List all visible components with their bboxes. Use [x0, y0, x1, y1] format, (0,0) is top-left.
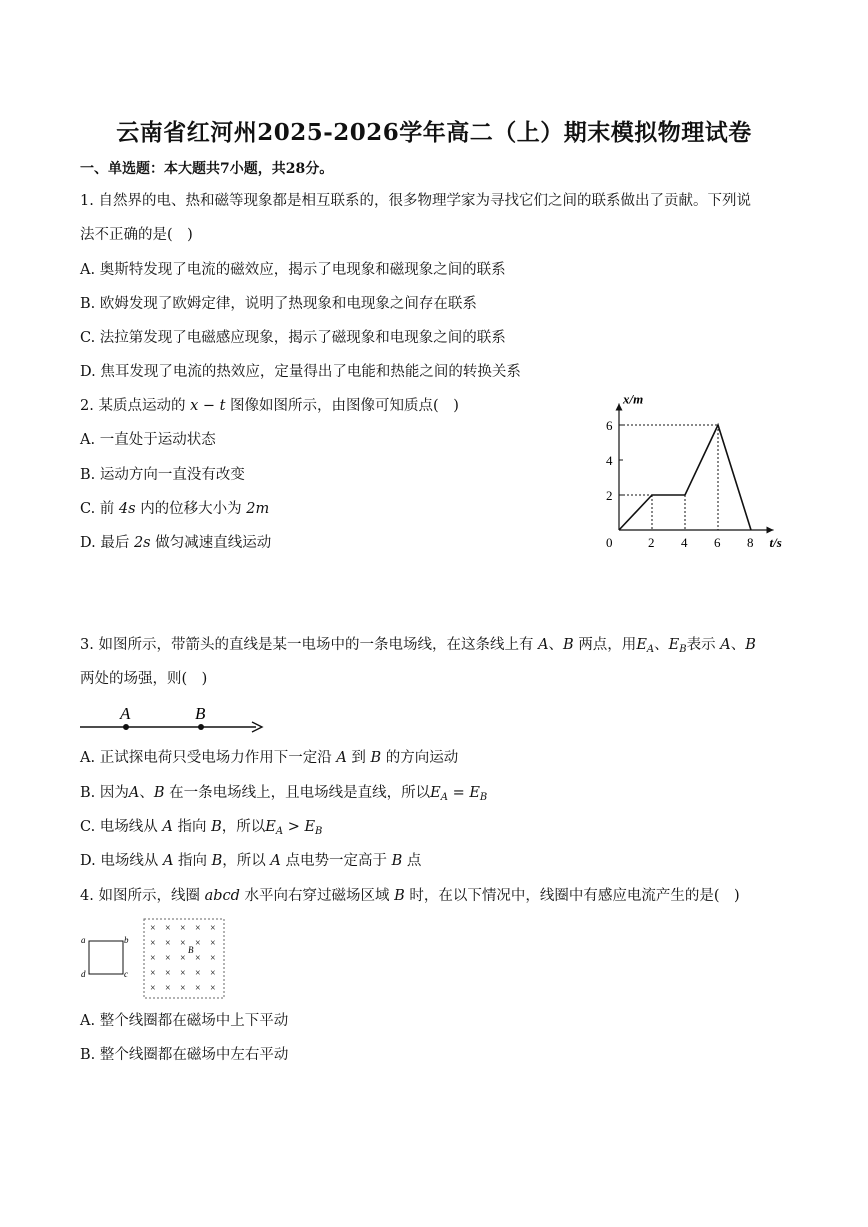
q1-option-b: B. 欧姆发现了欧姆定律，说明了热现象和电现象之间存在联系	[80, 296, 477, 312]
field-cross-icon: ×	[210, 953, 216, 964]
q1-stem-line2: 法不正确的是( )	[80, 227, 193, 243]
x-tick-label: 0	[606, 535, 613, 550]
field-cross-icon: ×	[210, 983, 216, 994]
field-cross-icon: ×	[150, 968, 156, 979]
q4-option-b: B. 整个线圈都在磁场中左右平动	[80, 1047, 289, 1063]
q2-option-b: B. 运动方向一直没有改变	[80, 467, 245, 483]
field-cross-icon: ×	[195, 983, 201, 994]
x-tick-label: 6	[714, 535, 721, 550]
q2-stem: 2. 某质点运动的 x − t 图像如图所示，由图像可知质点( )	[80, 398, 459, 414]
field-cross-icon: ×	[165, 938, 171, 949]
coil-label-b: b	[124, 935, 129, 945]
q3-option-a: A. 正试探电荷只受电场力作用下一定沿 A 到 B 的方向运动	[80, 750, 459, 766]
q3-option-b: B. 因为A、B 在一条电场线上，且电场线是直线，所以$E_A = E_B$	[80, 785, 488, 803]
field-cross-icon: ×	[195, 938, 201, 949]
q3-stem-line2: 两处的场强，则( )	[80, 671, 208, 687]
q1-stem-line1: 1. 自然界的电、热和磁等现象都是相互联系的，很多物理学家为寻找它们之间的联系做出了贡献。下列说	[80, 193, 751, 209]
series-line	[619, 425, 751, 530]
field-cross-icon: ×	[210, 923, 216, 934]
field-label-b: B	[188, 945, 194, 955]
xt-graph	[600, 392, 800, 552]
q3-option-c: C. 电场线从 A 指向 B，所以$E_A > E_B$	[80, 819, 323, 837]
q4-option-a: A. 整个线圈都在磁场中上下平动	[80, 1013, 289, 1029]
q2-option-c: C. 前 4s 内的位移大小为 2m	[80, 501, 270, 517]
q2-option-a: A. 一直处于运动状态	[80, 432, 216, 448]
label-b: B	[195, 704, 206, 723]
field-crosses	[150, 923, 216, 994]
y-tick-label: 2	[606, 488, 613, 503]
point-b	[198, 724, 204, 730]
field-cross-icon: ×	[150, 923, 156, 934]
field-cross-icon: ×	[150, 938, 156, 949]
field-cross-icon: ×	[165, 923, 171, 934]
section-heading: 一、单选题：本大题共7小题，共28分。	[80, 161, 334, 177]
field-cross-icon: ×	[210, 968, 216, 979]
field-line-figure	[76, 700, 276, 740]
coil-label-d: d	[81, 969, 86, 979]
point-a	[123, 724, 129, 730]
field-cross-icon: ×	[165, 983, 171, 994]
field-cross-icon: ×	[195, 923, 201, 934]
field-cross-icon: ×	[180, 938, 186, 949]
field-cross-icon: ×	[150, 953, 156, 964]
q1-option-c: C. 法拉第发现了电磁感应现象，揭示了磁现象和电现象之间的联系	[80, 330, 506, 346]
field-cross-icon: ×	[165, 968, 171, 979]
field-cross-icon: ×	[210, 938, 216, 949]
field-cross-icon: ×	[195, 968, 201, 979]
field-cross-icon: ×	[180, 923, 186, 934]
q1-option-a: A. 奥斯特发现了电流的磁效应，揭示了电现象和磁现象之间的联系	[80, 262, 506, 278]
q3-stem-line1: 3. 如图所示，带箭头的直线是某一电场中的一条电场线，在这条线上有 A、B 两点，用$E_A$、$E_B$表示 A、B	[80, 637, 756, 655]
field-cross-icon: ×	[150, 983, 156, 994]
y-axis-label: x/m	[623, 392, 644, 407]
page-title: 云南省红河州2025-2026学年高二（上）期末模拟物理试卷	[116, 119, 752, 146]
coil-label-c: c	[124, 969, 128, 979]
x-tick-label: 2	[648, 535, 655, 550]
coil-abcd	[89, 941, 123, 974]
y-tick-label: 6	[606, 418, 613, 433]
q4-stem: 4. 如图所示，线圈 abcd 水平向右穿过磁场区域 B 时，在以下情况中，线圈中有感应电流产生的是( )	[80, 888, 740, 904]
x-tick-label: 4	[681, 535, 688, 550]
q1-option-d: D. 焦耳发现了电流的热效应，定量得出了电能和热能之间的转换关系	[80, 364, 521, 380]
label-a: A	[120, 704, 131, 723]
x-axis-label: t/s	[769, 535, 782, 550]
coil-field-figure	[78, 915, 238, 1005]
field-cross-icon: ×	[195, 953, 201, 964]
x-tick-label: 8	[747, 535, 754, 550]
field-cross-icon: ×	[180, 983, 186, 994]
q3-option-d: D. 电场线从 A 指向 B，所以 A 点电势一定高于 B 点	[80, 853, 422, 869]
field-cross-icon: ×	[165, 953, 171, 964]
y-tick-label: 4	[606, 453, 613, 468]
field-cross-icon: ×	[180, 968, 186, 979]
q2-option-d: D. 最后 2s 做匀减速直线运动	[80, 535, 272, 551]
coil-label-a: a	[81, 935, 86, 945]
field-cross-icon: ×	[180, 953, 186, 964]
